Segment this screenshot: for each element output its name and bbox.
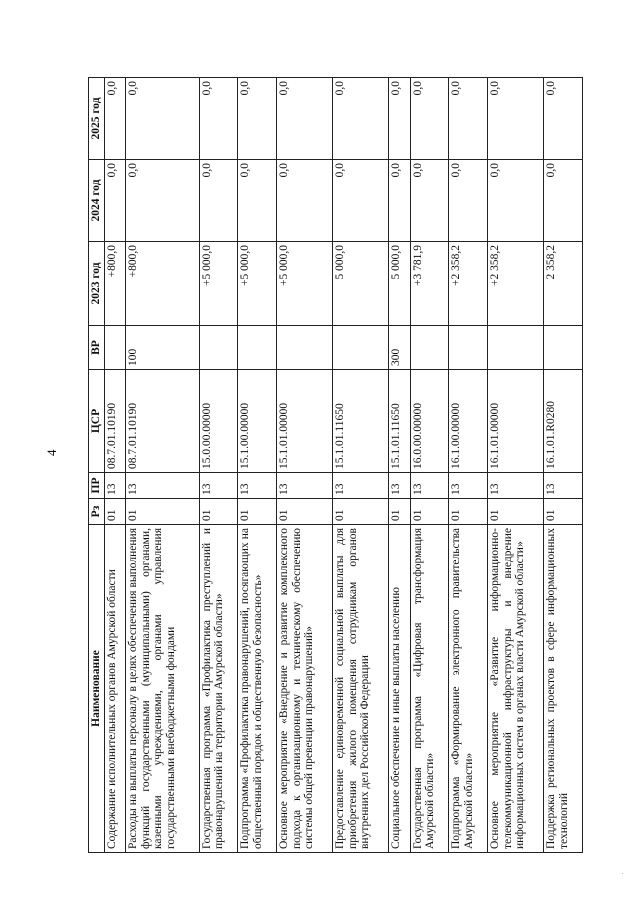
header-csr: ЦСР: [89, 370, 105, 473]
cell-2025: 0,0: [544, 78, 583, 160]
cell-name: Основное мероприятие «Развитие информационно-телекоммуникационной инфраструктуры и внедрение информационных систем в органах власти Амурской области»: [488, 525, 544, 853]
cell-name: Основное мероприятие «Внедрение и развитие комплексного подхода к организационному и техническому обеспечению системы общей превенции правонарушений»: [277, 525, 333, 853]
cell-2023: +5 000,0: [238, 242, 277, 326]
cell-csr: 15.1.01.11650: [389, 370, 410, 473]
cell-pr: 13: [410, 473, 449, 499]
cell-pr: 13: [105, 473, 126, 499]
cell-2024: 0,0: [410, 160, 449, 242]
cell-2023: 5 000,0: [389, 242, 410, 326]
cell-2023: +5 000,0: [199, 242, 238, 326]
cell-2025: 0,0: [389, 78, 410, 160]
header-rz: Рз: [89, 499, 105, 525]
page-number: 4: [44, 449, 59, 456]
cell-2025: 0,0: [410, 78, 449, 160]
cell-pr: 13: [333, 473, 389, 499]
cell-2023: +2 358,2: [449, 242, 488, 326]
cell-name: Поддержка региональных проектов в сфере информационных технологий: [544, 525, 583, 853]
cell-2025: 0,0: [105, 78, 126, 160]
cell-vr: [238, 326, 277, 370]
cell-rz: 01: [126, 499, 199, 525]
cell-pr: 13: [544, 473, 583, 499]
cell-2023: 2 358,2: [544, 242, 583, 326]
cell-2023: 5 000,0: [333, 242, 389, 326]
table-row: [544, 78, 583, 853]
table-row: [126, 78, 199, 853]
cell-name: Государственная программа «Цифровая трансформация Амурской области»: [410, 525, 449, 853]
scan-mark: .: [622, 870, 624, 876]
cell-2025: 0,0: [126, 78, 199, 160]
rotated-table-wrapper: [88, 78, 583, 853]
cell-vr: 100: [126, 326, 199, 370]
header-vr: ВР: [89, 326, 105, 370]
table-row: [449, 78, 488, 853]
cell-rz: 01: [238, 499, 277, 525]
cell-csr: 16.1.01.00000: [488, 370, 544, 473]
cell-2025: 0,0: [333, 78, 389, 160]
cell-2025: 0,0: [277, 78, 333, 160]
table-header-row: [89, 78, 105, 853]
header-2024: 2024 год: [89, 160, 105, 242]
cell-name: Расходы на выплаты персоналу в целях обеспечения выполнения функций государственными (муниципальными) органами, казенными учреждениями, органами управления государственными внебюджетными фондами: [126, 525, 199, 853]
cell-name: Социальное обеспечение и иные выплаты населению: [389, 525, 410, 853]
cell-csr: 15.0.00.00000: [199, 370, 238, 473]
cell-vr: [449, 326, 488, 370]
cell-2024: 0,0: [333, 160, 389, 242]
cell-csr: 16.1.01.R0280: [544, 370, 583, 473]
cell-vr: [488, 326, 544, 370]
cell-2024: 0,0: [238, 160, 277, 242]
cell-pr: 13: [449, 473, 488, 499]
budget-table: [88, 77, 583, 853]
cell-csr: 08.7.01.10190: [105, 370, 126, 473]
table-row: [389, 78, 410, 853]
cell-name: Государственная программа «Профилактика преступлений и правонарушений на территории Амурской области»: [199, 525, 238, 853]
cell-2023: +3 781,9: [410, 242, 449, 326]
cell-csr: 08.7.01.10190: [126, 370, 199, 473]
cell-name: Предоставление единовременной социальной выплаты для приобретения жилого помещения сотрудникам органов внутренних дел Российской Федерации: [333, 525, 389, 853]
header-name: Наименование: [89, 525, 105, 853]
cell-rz: 01: [449, 499, 488, 525]
cell-vr: [277, 326, 333, 370]
table-row: [238, 78, 277, 853]
cell-rz: 01: [488, 499, 544, 525]
table-row: [199, 78, 238, 853]
table-row: [488, 78, 544, 853]
cell-2024: 0,0: [544, 160, 583, 242]
cell-2023: +800,0: [105, 242, 126, 326]
cell-2023: +5 000,0: [277, 242, 333, 326]
cell-2025: 0,0: [488, 78, 544, 160]
cell-pr: 13: [488, 473, 544, 499]
cell-csr: 15.1.01.11650: [333, 370, 389, 473]
cell-2025: 0,0: [449, 78, 488, 160]
cell-2024: 0,0: [488, 160, 544, 242]
cell-csr: 16.0.00.00000: [410, 370, 449, 473]
cell-pr: 13: [126, 473, 199, 499]
cell-pr: 13: [389, 473, 410, 499]
cell-pr: 13: [199, 473, 238, 499]
cell-csr: 15.1.01.00000: [277, 370, 333, 473]
cell-pr: 13: [277, 473, 333, 499]
cell-rz: 01: [544, 499, 583, 525]
cell-2025: 0,0: [238, 78, 277, 160]
cell-vr: [544, 326, 583, 370]
cell-rz: 01: [105, 499, 126, 525]
cell-2024: 0,0: [449, 160, 488, 242]
cell-2025: 0,0: [199, 78, 238, 160]
cell-2024: 0,0: [199, 160, 238, 242]
cell-csr: 15.1.00.00000: [238, 370, 277, 473]
cell-2024: 0,0: [389, 160, 410, 242]
cell-rz: 01: [199, 499, 238, 525]
cell-name: Содержание исполнительных органов Амурской области: [105, 525, 126, 853]
cell-2023: +2 358,2: [488, 242, 544, 326]
table-row: [333, 78, 389, 853]
table-row: [410, 78, 449, 853]
cell-2024: 0,0: [126, 160, 199, 242]
cell-2023: +800,0: [126, 242, 199, 326]
cell-name: Подпрограмма «Формирование электронного правительства Амурской области»: [449, 525, 488, 853]
header-2023: 2023 год: [89, 242, 105, 326]
cell-rz: 01: [277, 499, 333, 525]
header-pr: ПР: [89, 473, 105, 499]
cell-pr: 13: [238, 473, 277, 499]
cell-vr: [333, 326, 389, 370]
cell-vr: [410, 326, 449, 370]
cell-2024: 0,0: [277, 160, 333, 242]
cell-name: Подпрограмма «Профилактика правонарушений, посягающих на общественный порядок и общественную безопасность»: [238, 525, 277, 853]
cell-csr: 16.1.00.00000: [449, 370, 488, 473]
cell-rz: 01: [333, 499, 389, 525]
table-row: [277, 78, 333, 853]
table-row: [105, 78, 126, 853]
header-2025: 2025 год: [89, 78, 105, 160]
cell-vr: [199, 326, 238, 370]
cell-vr: 300: [389, 326, 410, 370]
cell-vr: [105, 326, 126, 370]
cell-2024: 0,0: [105, 160, 126, 242]
cell-rz: 01: [410, 499, 449, 525]
cell-rz: 01: [389, 499, 410, 525]
